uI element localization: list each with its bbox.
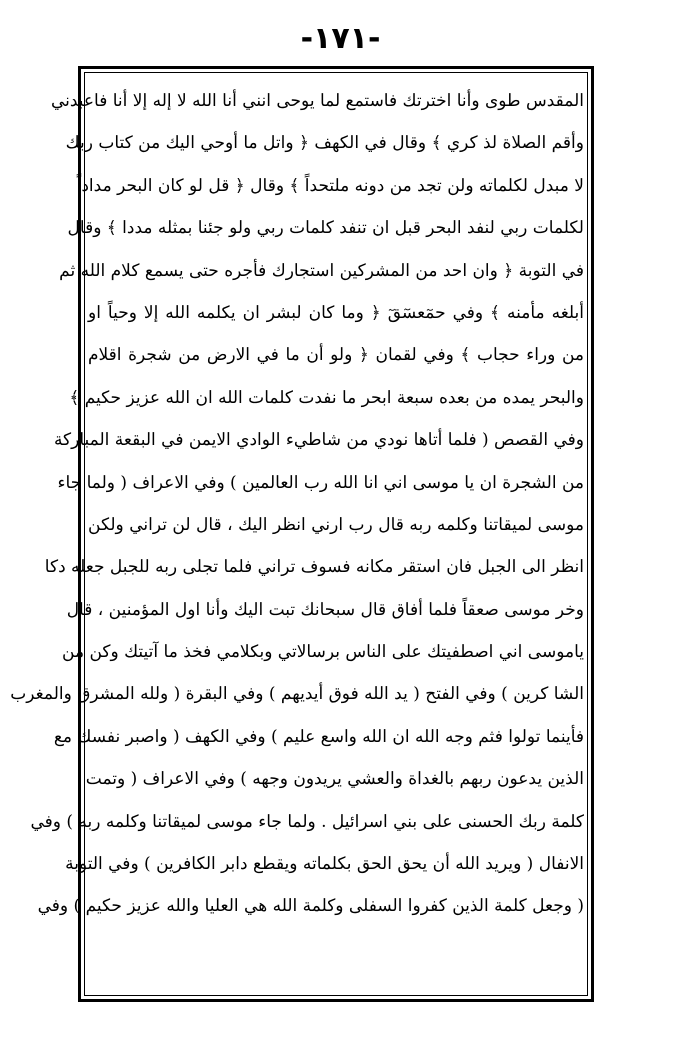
text-line: ياموسى اني اصطفيتك على الناس برسالاتي وبكلامي فخذ ما آتيتك وكن من xyxy=(62,642,584,663)
text-line: فأينما تولوا فثم وجه الله ان الله واسع عليم ) وفي الكهف ( واصبر نفسك مع xyxy=(53,726,584,747)
text-line: كلمة ربك الحسنى على بني اسرائيل . ولما جاء موسى لميقاتنا وكلمه ربه ) وفي xyxy=(30,811,584,832)
text-line: الذين يدعون ربهم بالغداة والعشي يريدون وجهه ) وفي الاعراف ( وتمت xyxy=(85,769,584,790)
text-line: الانفال ( ويريد الله أن يحق الحق بكلماته ويقطع دابر الكافرين ) وفي التوبة xyxy=(65,854,584,875)
text-line: وفي القصص ( فلما أتاها نودي من شاطيء الوادي الايمن في البقعة المباركة xyxy=(53,430,584,451)
text-line: ( وجعل كلمة الذين كفروا السفلى وكلمة الله هي العليا والله عزيز حكيم ) وفي xyxy=(37,896,584,917)
page-number: -١٧١- xyxy=(300,21,381,56)
text-line: انظر الى الجبل فان استقر مكانه فسوف تراني فلما تجلى ربه للجبل جعله دكا xyxy=(44,557,584,578)
text-line: لا مبدل لكلماته ولن تجد من دونه ملتحداً ﴾ وقال ﴿ قل لو كان البحر مداداً xyxy=(76,175,584,196)
text-line: أبلغه مأمنه ﴾ وفي حمٓعسٓقٓ ﴿ وما كان لبشر ان يكلمه الله إلا وحياً او xyxy=(88,302,584,323)
text-line: في التوبة ﴿ وان احد من المشركين استجارك فأجره حتى يسمع كلام الله ثم xyxy=(59,260,584,281)
text-body xyxy=(10,80,584,928)
text-line: موسى لميقاتنا وكلمه ربه قال رب ارني انظر اليك ، قال لن تراني ولكن xyxy=(88,514,584,535)
text-line: لكلمات ربي لنفد البحر قبل ان تنفد كلمات ربي ولو جئنا بمثله مددا ﴾ وقال xyxy=(67,218,584,239)
text-line: من الشجرة ان يا موسى اني انا الله رب العالمين ) وفي الاعراف ( ولما جاء xyxy=(57,472,584,493)
text-line: من وراء حجاب ﴾ وفي لقمان ﴿ ولو أن ما في الارض من شجرة اقلام xyxy=(88,345,584,366)
text-line: والبحر يمده من بعده سبعة ابحر ما نفدت كلمات الله ان الله عزيز حكيم ﴾ xyxy=(69,387,584,408)
text-line: المقدس طوى وأنا اخترتك فاستمع لما يوحى انني أنا الله لا إله إلا أنا فاعبدني xyxy=(50,91,584,111)
text-line: وأقم الصلاة لذ كري ﴾ وقال في الكهف ﴿ واتل ما أوحي اليك من كتاب ربك xyxy=(65,133,584,154)
text-line: الشا كرين ) وفي الفتح ( يد الله فوق أيديهم ) وفي البقرة ( ولله المشرق والمغرب xyxy=(10,684,584,705)
text-line: وخر موسى صعقاً فلما أفاق قال سبحانك تبت اليك وأنا اول المؤمنين ، قال xyxy=(66,599,584,620)
